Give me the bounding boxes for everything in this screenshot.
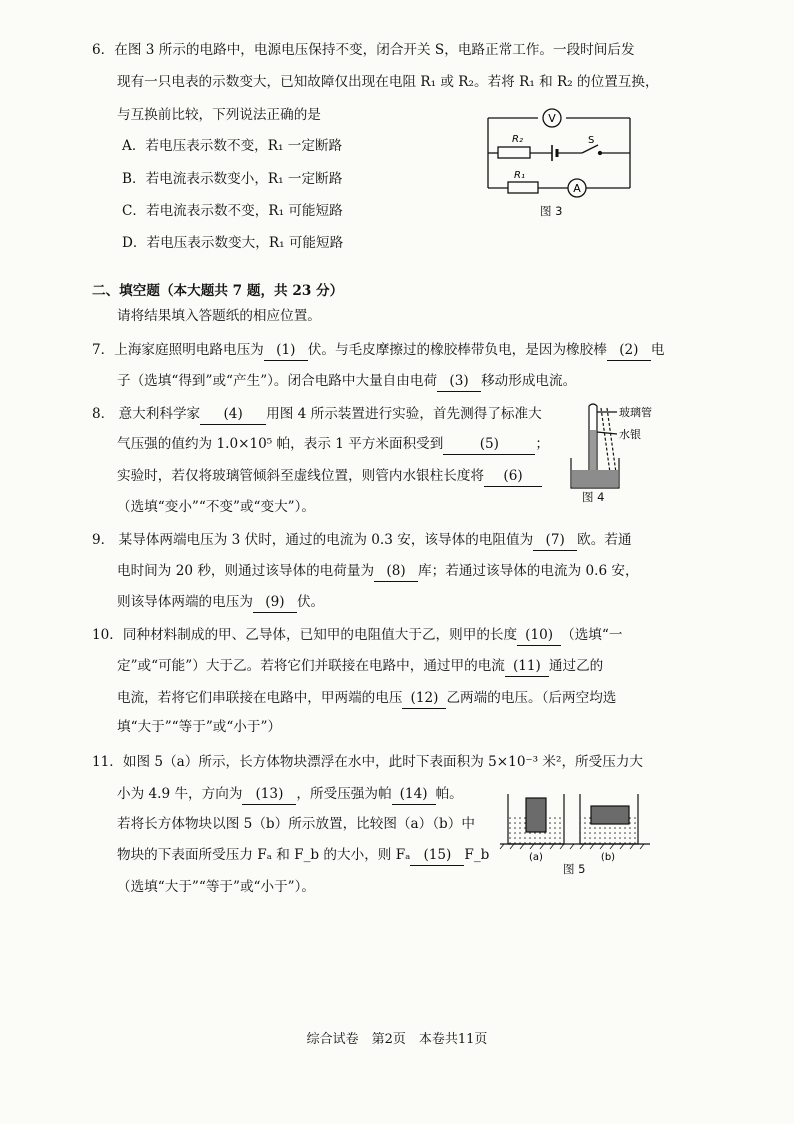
blank-2[interactable]: (2) (607, 340, 651, 361)
section-2-note: 请将结果填入答题纸的相应位置。 (117, 308, 321, 324)
q9-line-3: 则该导体两端的电压为 (9) 伏。 (117, 592, 324, 613)
blank-4[interactable]: (4) (200, 404, 266, 425)
mercury-label: 水银 (619, 428, 641, 441)
q8-line-4: （选填“变小”“不变”或“变大”）。 (117, 499, 316, 515)
q9-line-2: 电时间为 20 秒，则通过该导体的电荷量为 (8) 库；若通过该导体的电流为 0.6 安， (117, 561, 639, 582)
q11-line-1: 11．如图 5（a）所示，长方体物块漂浮在水中，此时下表面积为 5×10⁻³ 米²，所受压力大 (92, 754, 644, 770)
q6-line-1: 6．在图 3 所示的电路中，电源电压保持不变，闭合开关 S，电路正常工作。一段时间后发 (92, 42, 635, 58)
page-footer: 综合试卷 第2页 本卷共11页 (306, 1032, 488, 1047)
q6-line-2: 现有一只电表的示数变大，已知故障仅出现在电阻 R₁ 或 R₂。若将 R₁ 和 R₂ 的位置互换， (117, 74, 659, 90)
q6-line-3: 与互换前比较，下列说法正确的是 (117, 107, 321, 123)
q7-line-1: 7．上海家庭照明电路电压为 (1) 伏。与毛皮摩擦过的橡胶棒带负电，是因为橡胶棒 (2) 电 (92, 340, 664, 361)
ammeter-label: A (573, 182, 581, 195)
q8-line-2: 气压强的值约为 1.0×10⁵ 帕，表示 1 平方米面积受到 (5) ； (117, 434, 549, 455)
figure-3-circuit (480, 98, 640, 198)
q10-line-3: 电流，若将它们串联接在电路中，甲两端的电压 (12) 乙两端的电压。（后两空均选 (117, 688, 616, 709)
blank-12[interactable]: (12) (402, 688, 446, 709)
figure-5b-label: (b) (600, 852, 616, 862)
q10-line-4: 填“大于”“等于”或“小于”） (117, 719, 282, 735)
blank-10[interactable]: (10) (517, 625, 561, 646)
q11-line-5: （选填“大于”“等于”或“小于”）。 (117, 879, 316, 895)
blank-7[interactable]: (7) (533, 530, 577, 551)
q7-line-2: 子（选填“得到”或“产生”）。闭合电路中大量自由电荷 (3) 移动形成电流。 (117, 371, 576, 392)
q11-line-2: 小为 4.9 牛，方向为 (13) ，所受压强为帕 (14) 帕。 (117, 784, 463, 805)
q8-line-3: 实验时，若仅将玻璃管倾斜至虚线位置，则管内水银柱长度将 (6) (117, 466, 542, 487)
q6-option-b: B．若电流表示数变小，R₁ 一定断路 (122, 171, 343, 187)
glass-tube-label: 玻璃管 (619, 406, 652, 419)
blank-5[interactable]: (5) (443, 434, 535, 455)
q6-option-c: C．若电流表示数不变，R₁ 可能短路 (122, 203, 343, 219)
q8-line-1: 8． 意大利科学家 (4) 用图 4 所示装置进行实验，首先测得了标准大 (92, 404, 542, 425)
q6-option-a: A．若电压表示数不变，R₁ 一定断路 (122, 138, 343, 154)
r2-label: R₂ (512, 134, 523, 145)
q11-line-4: 物块的下表面所受压力 Fₐ 和 F_b 的大小，则 Fₐ (15) F_b (117, 845, 489, 866)
voltmeter-label: V (548, 112, 556, 125)
switch-label: S (588, 135, 595, 146)
figure-5a-label: (a) (529, 852, 543, 862)
blank-6[interactable]: (6) (484, 466, 542, 487)
q9-line-1: 9． 某导体两端电压为 3 伏时，通过的电流为 0.3 安，该导体的电阻值为 (7) 欧。若通 (92, 530, 632, 551)
blank-15[interactable]: (15) (410, 845, 464, 866)
figure-5-floating-blocks (498, 786, 658, 862)
q10-line-1: 10．同种材料制成的甲、乙导体，已知甲的电阻值大于乙，则甲的长度 (10) （选填“一 (92, 625, 622, 646)
figure-5-caption: 图 5 (563, 862, 586, 876)
blank-14[interactable]: (14) (392, 784, 436, 805)
figure-4-caption: 图 4 (582, 490, 605, 504)
figure-4-barometer (565, 400, 685, 492)
q6-option-d: D．若电压表示数变大，R₁ 可能短路 (122, 235, 344, 251)
blank-11[interactable]: (11) (505, 656, 549, 677)
q10-line-2: 定”或“可能”）大于乙。若将它们并联接在电路中，通过甲的电流 (11) 通过乙的 (117, 656, 603, 677)
r1-label: R₁ (514, 170, 525, 181)
blank-9[interactable]: (9) (253, 592, 297, 613)
section-2-title: 二、填空题（本大题共 7 题，共 23 分） (92, 283, 344, 299)
blank-1[interactable]: (1) (264, 340, 308, 361)
blank-3[interactable]: (3) (437, 371, 481, 392)
q11-line-3: 若将长方体物块以图 5（b）所示放置，比较图（a）（b）中 (117, 816, 475, 832)
blank-8[interactable]: (8) (374, 561, 418, 582)
figure-3-caption: 图 3 (540, 204, 563, 218)
blank-13[interactable]: (13) (242, 784, 296, 805)
